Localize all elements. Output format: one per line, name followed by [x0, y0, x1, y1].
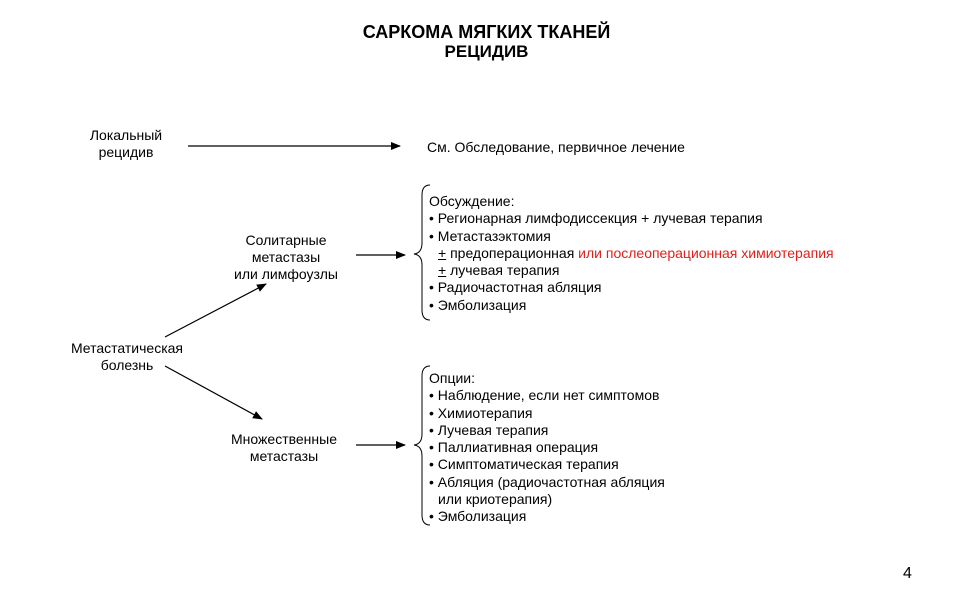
solitary-options-list: [429, 193, 834, 314]
node-metastatic-line1: Метастатическая: [70, 340, 184, 356]
list-item: • Паллиативная операция: [429, 439, 599, 456]
plus-minus-sign: +: [438, 244, 447, 261]
page-title: САРКОМА МЯГКИХ ТКАНЕЙ: [362, 22, 611, 42]
list-item: • Метастазэктомия: [429, 227, 551, 244]
list-item: • Эмболизация: [429, 296, 527, 313]
list-item: • Лучевая терапия: [429, 421, 549, 438]
page-subtitle: РЕЦИДИВ: [444, 42, 529, 61]
list-item: • Радиочастотная абляция: [429, 279, 602, 296]
list-item: • Симптоматическая терапия: [429, 456, 619, 473]
page-number: 4: [903, 565, 912, 582]
node-solitary-line1: Солитарные: [245, 232, 327, 248]
brace-multiple: [414, 366, 430, 525]
node-multiple-line1: Множественные: [231, 431, 337, 447]
subitem-text: лучевая терапия: [446, 262, 560, 279]
list-heading: Обсуждение:: [429, 193, 515, 209]
node-local-target: См. Обследование, первичное лечение: [427, 139, 685, 155]
highlighted-text: или послеоперационная химиотерапия: [578, 244, 834, 261]
node-solitary-metastases: [216, 232, 356, 283]
plus-minus-sign: +: [438, 262, 447, 279]
node-local-line1: Локальный: [89, 127, 163, 143]
node-solitary-line3: или лимфоузлы: [234, 266, 338, 282]
list-item: • Наблюдение, если нет симптомов: [429, 387, 660, 404]
brace-solitary: [414, 185, 430, 320]
node-multiple-line2: метастазы: [249, 448, 319, 464]
arrow-metastatic-to-solitary: [165, 284, 266, 337]
node-metastatic-line2: болезнь: [100, 357, 154, 373]
node-multiple-metastases: [214, 431, 354, 465]
list-item: • Химиотерапия: [429, 404, 533, 421]
list-subitem: [429, 245, 834, 262]
list-item-continuation: или криотерапия): [438, 491, 553, 508]
list-item: • Эмболизация: [429, 508, 527, 525]
multiple-options-list: [429, 370, 665, 526]
node-local-line2: рецидив: [98, 144, 154, 160]
list-item: • Регионарная лимфодиссекция + лучевая терапия: [429, 210, 763, 227]
node-solitary-line2: метастазы: [251, 249, 321, 265]
list-item: • Абляция (радиочастотная абляция: [429, 473, 665, 490]
list-heading: Опции:: [429, 370, 476, 386]
list-subitem: [429, 262, 834, 279]
subitem-text: предоперационная: [446, 244, 579, 261]
node-metastatic-disease: [52, 340, 202, 374]
node-local-recurrence: [66, 127, 186, 161]
